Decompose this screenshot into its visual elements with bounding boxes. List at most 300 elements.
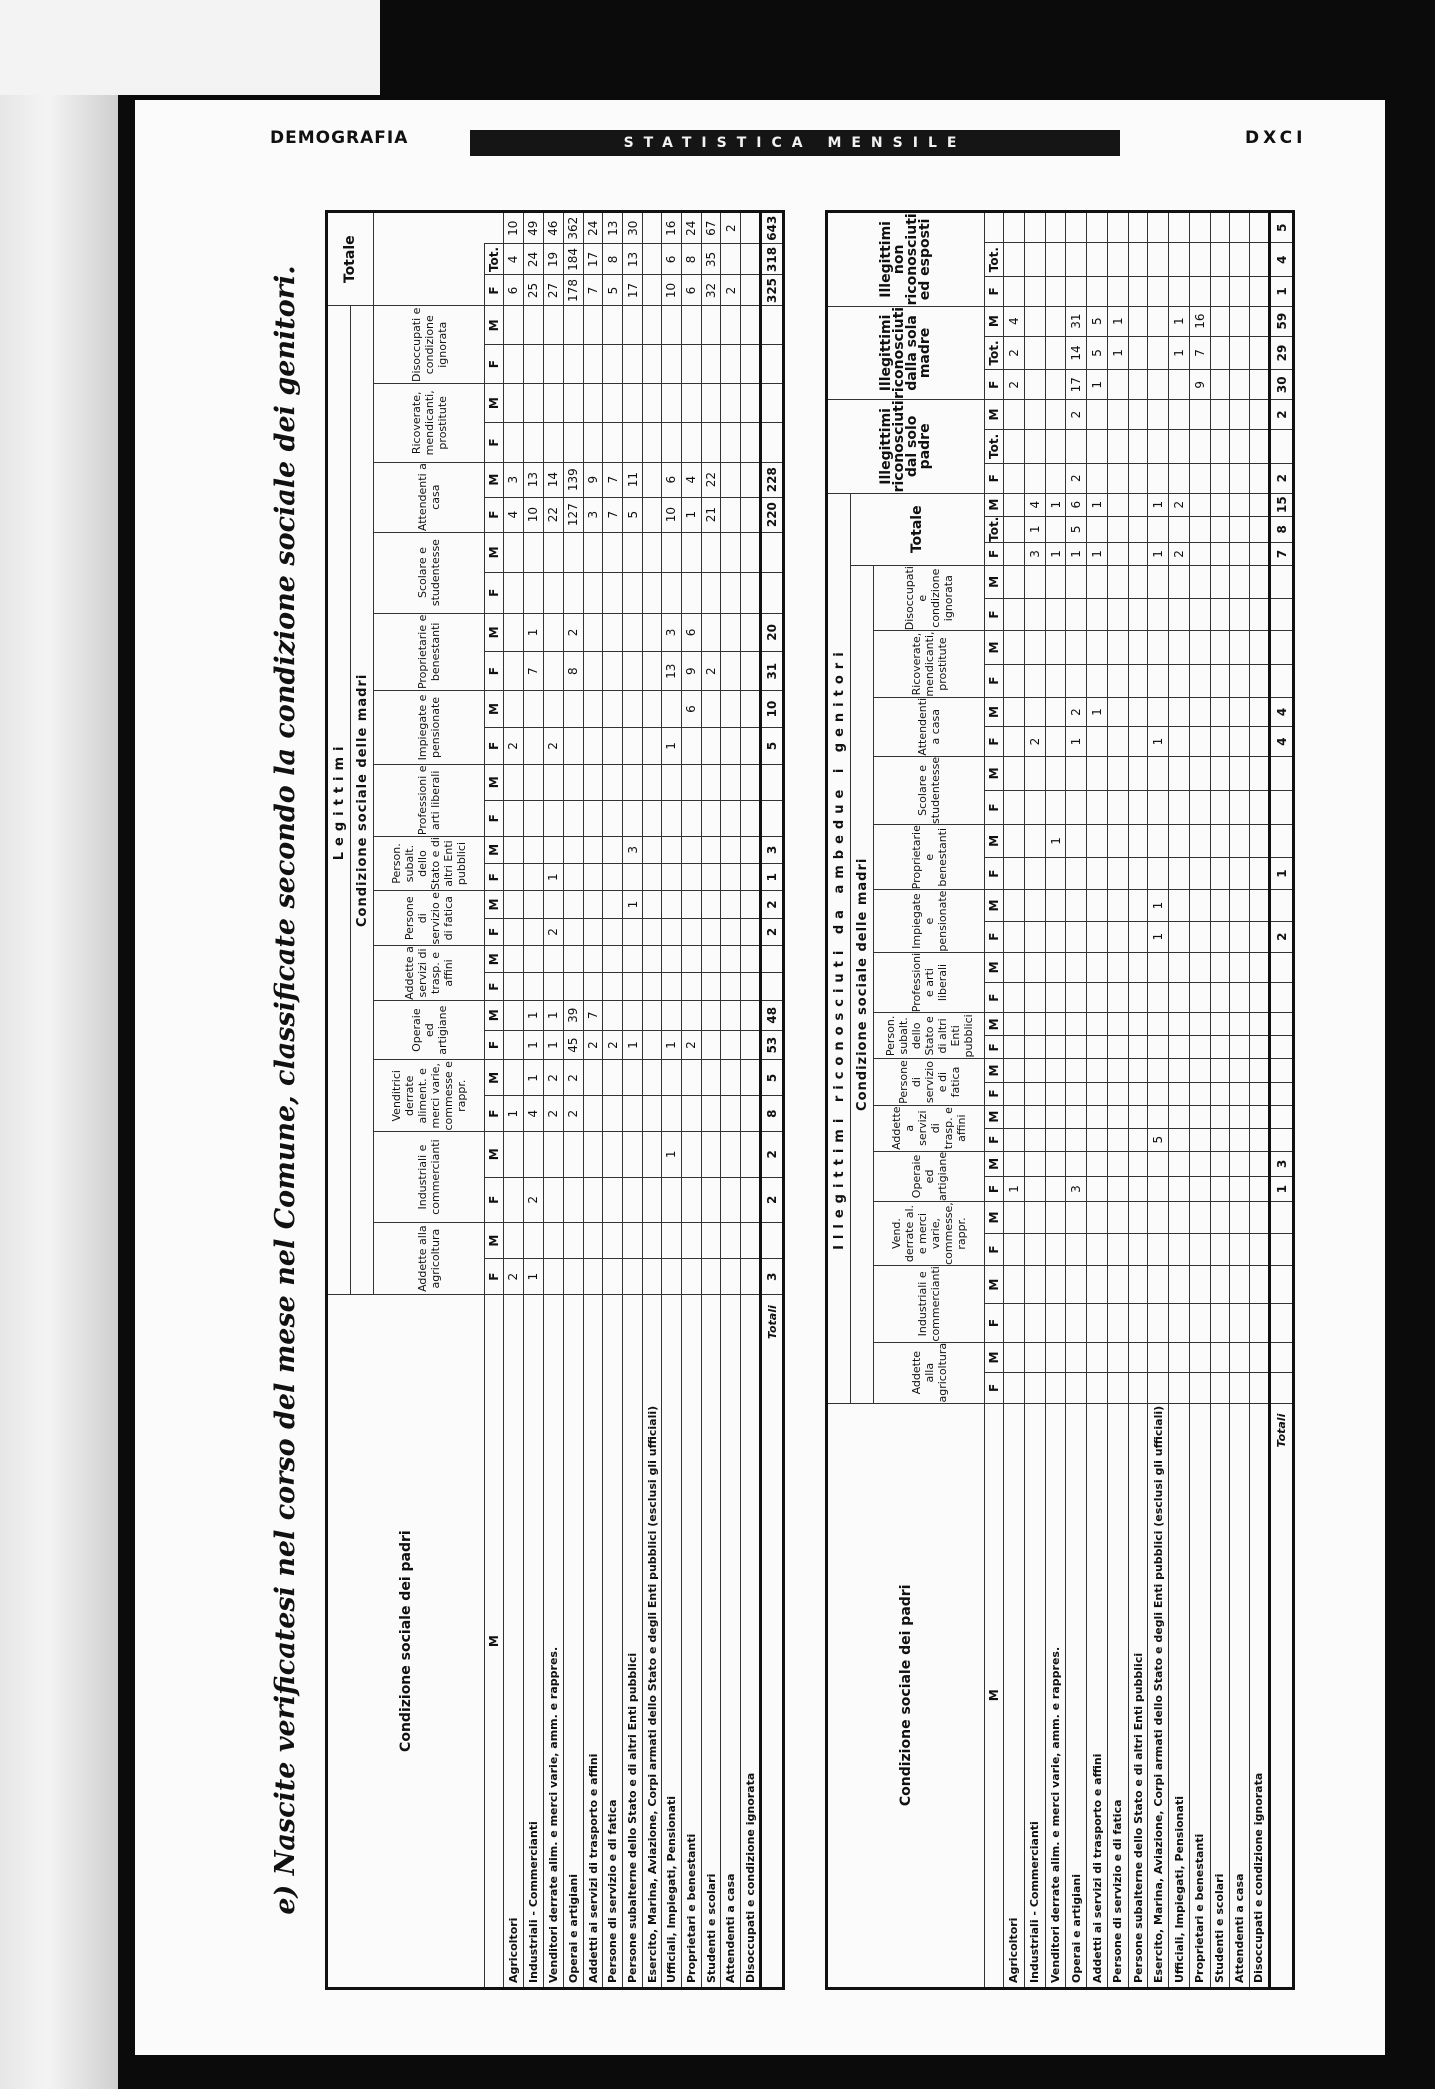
count-cell — [1230, 1176, 1249, 1201]
count-cell: 1 — [1270, 1176, 1294, 1201]
count-cell: 53 — [761, 1030, 784, 1060]
father-condition-label: Proprietari e benestanti — [681, 1295, 701, 1989]
count-cell — [1128, 727, 1147, 757]
sex-column-header: F — [485, 1096, 504, 1132]
count-cell — [603, 1060, 623, 1096]
count-cell — [1148, 1342, 1169, 1372]
count-cell — [603, 345, 623, 384]
count-cell — [701, 423, 721, 462]
count-cell — [1087, 857, 1108, 890]
total-cell: 5 — [1087, 336, 1108, 370]
count-cell — [1249, 664, 1270, 697]
count-cell: 2 — [701, 652, 721, 691]
count-cell — [643, 1223, 662, 1259]
count-cell — [1148, 1105, 1169, 1128]
count-cell — [1087, 1105, 1108, 1128]
count-cell — [1230, 598, 1249, 631]
count-cell — [1249, 565, 1270, 598]
sex-column-header: F — [985, 1036, 1004, 1059]
count-cell: 10 — [523, 497, 543, 532]
count-cell — [1024, 1304, 1045, 1342]
count-cell: 1 — [681, 497, 701, 532]
count-cell — [1045, 1105, 1066, 1128]
count-cell — [741, 891, 761, 918]
table-row — [563, 212, 583, 1989]
count-cell — [661, 973, 681, 1000]
count-cell — [623, 973, 643, 1000]
count-cell: 2 — [543, 1096, 563, 1132]
count-cell — [1249, 1202, 1270, 1234]
count-cell — [603, 1132, 623, 1177]
count-cell — [504, 946, 524, 973]
total-cell — [1210, 463, 1229, 493]
count-cell — [761, 384, 784, 423]
total-cell: 7 — [1270, 542, 1294, 565]
total-cell: 184 — [563, 244, 583, 275]
count-cell — [1148, 1373, 1169, 1403]
count-cell — [1148, 598, 1169, 631]
total-cell: 1 — [1087, 542, 1108, 565]
count-cell — [1108, 697, 1129, 727]
count-cell — [1249, 1105, 1270, 1128]
count-cell — [1189, 1373, 1210, 1403]
total-cell — [1249, 243, 1270, 277]
total-cell — [1004, 400, 1025, 430]
sex-column-header: F — [985, 1304, 1004, 1342]
total-cell — [1108, 493, 1129, 516]
count-cell — [741, 573, 761, 613]
count-cell — [741, 691, 761, 728]
count-cell — [1066, 857, 1087, 890]
sex-column-header: M — [485, 613, 504, 652]
running-head-band: STATISTICA MENSILE — [470, 130, 1120, 156]
count-cell — [523, 306, 543, 345]
count-cell — [563, 306, 583, 345]
count-cell — [1230, 857, 1249, 890]
count-cell — [1249, 727, 1270, 757]
total-cell — [1270, 429, 1294, 463]
count-cell — [1169, 921, 1190, 952]
count-cell — [643, 1177, 662, 1222]
count-cell — [1148, 857, 1169, 890]
table-row — [1230, 212, 1249, 1989]
total-cell: 318 — [761, 244, 784, 275]
table-row — [721, 212, 741, 1989]
table-row — [1148, 212, 1169, 1989]
count-cell — [1230, 1342, 1249, 1372]
count-cell — [1045, 1082, 1066, 1105]
count-cell — [1087, 598, 1108, 631]
total-cell: 1 — [1024, 516, 1045, 542]
count-cell — [603, 727, 623, 764]
count-cell — [1249, 1013, 1270, 1036]
father-condition-label: Persone subalterne dello Stato e di altri Enti pubblici — [1128, 1403, 1147, 1988]
sex-column-header: M — [485, 1223, 504, 1259]
count-cell: 1 — [661, 727, 681, 764]
count-cell — [1210, 1373, 1229, 1403]
table-row — [1249, 212, 1270, 1989]
count-cell — [1128, 697, 1147, 727]
count-cell — [1169, 598, 1190, 631]
count-cell — [623, 345, 643, 384]
total-cell — [1128, 516, 1147, 542]
count-cell — [661, 691, 681, 728]
count-cell — [1004, 1036, 1025, 1059]
count-cell — [504, 836, 524, 863]
total-cell: 5 — [603, 275, 623, 306]
total-cell — [1189, 463, 1210, 493]
count-cell — [1108, 1202, 1129, 1234]
count-cell — [701, 727, 721, 764]
count-cell — [721, 973, 741, 1000]
count-cell — [1270, 1059, 1294, 1082]
sex-column-header: M — [485, 691, 504, 728]
count-cell — [1169, 1234, 1190, 1266]
totals-row — [1270, 212, 1294, 1989]
count-cell — [1087, 983, 1108, 1013]
count-cell — [701, 1060, 721, 1096]
count-cell — [504, 1132, 524, 1177]
total-cell: 6 — [661, 244, 681, 275]
count-cell — [643, 864, 662, 891]
count-cell — [1210, 727, 1229, 757]
count-cell — [741, 946, 761, 973]
total-cell — [1045, 516, 1066, 542]
total-cell — [1230, 336, 1249, 370]
count-cell — [583, 1177, 603, 1222]
father-condition-label: Operai e artigiani — [1066, 1403, 1087, 1988]
count-cell — [1189, 598, 1210, 631]
count-cell — [1189, 1234, 1210, 1266]
count-cell — [523, 918, 543, 945]
count-cell — [661, 1000, 681, 1030]
mother-occupation-header: Persone di servizio e di fatica — [874, 1059, 985, 1105]
count-cell — [721, 946, 741, 973]
total-cell: 1 — [1087, 370, 1108, 400]
count-cell — [1004, 983, 1025, 1013]
total-cell — [1128, 493, 1147, 516]
father-condition-label: Persone di servizio e di fatica — [603, 1295, 623, 1989]
count-cell — [1210, 1128, 1229, 1151]
count-cell — [1210, 1342, 1229, 1372]
count-cell — [1024, 790, 1045, 824]
count-cell — [1189, 697, 1210, 727]
count-cell — [1249, 857, 1270, 890]
count-cell — [721, 764, 741, 800]
total-cell — [1087, 243, 1108, 277]
count-cell — [1087, 631, 1108, 664]
total-cell: 1 — [1066, 542, 1087, 565]
sex-column-header: M — [985, 306, 1004, 336]
total-cell — [1108, 370, 1129, 400]
sex-column-header: M — [985, 493, 1004, 516]
count-cell — [623, 384, 643, 423]
count-cell — [1128, 1151, 1147, 1176]
count-cell — [661, 384, 681, 423]
total-cell — [1230, 429, 1249, 463]
total-cell: 27 — [543, 275, 563, 306]
count-cell — [504, 1060, 524, 1096]
mother-occupation-header: Impiegate e pensionate — [874, 890, 985, 952]
total-cell — [1249, 212, 1270, 243]
count-cell — [543, 345, 563, 384]
count-cell — [1066, 1151, 1087, 1176]
mother-occupation-header: Vend. derrate al. e merci varie, commesse, rappr. — [874, 1202, 985, 1266]
total-cell: 6 — [1066, 493, 1087, 516]
count-cell — [1045, 727, 1066, 757]
count-cell — [1270, 1266, 1294, 1304]
count-cell — [1108, 825, 1129, 858]
total-cell — [1087, 463, 1108, 493]
count-cell — [741, 1000, 761, 1030]
total-cell — [1024, 370, 1045, 400]
count-cell — [643, 532, 662, 572]
count-cell — [603, 1000, 623, 1030]
count-cell — [681, 573, 701, 613]
count-cell: 1 — [661, 1132, 681, 1177]
sex-column-header: M — [485, 1060, 504, 1096]
count-cell — [721, 800, 741, 836]
count-cell — [1004, 664, 1025, 697]
count-cell — [1004, 598, 1025, 631]
sex-column-header: F — [985, 277, 1004, 307]
count-cell — [741, 918, 761, 945]
count-cell — [1210, 952, 1229, 982]
count-cell — [741, 1177, 761, 1222]
count-cell — [643, 1132, 662, 1177]
count-cell — [741, 345, 761, 384]
sex-column-header: M — [985, 825, 1004, 858]
count-cell — [643, 423, 662, 462]
count-cell — [1169, 1202, 1190, 1234]
total-cell: 17 — [583, 244, 603, 275]
count-cell — [523, 423, 543, 462]
count-cell — [563, 918, 583, 945]
count-cell: 1 — [1066, 727, 1087, 757]
count-cell: 48 — [761, 1000, 784, 1030]
count-cell — [1169, 1151, 1190, 1176]
total-cell — [1024, 336, 1045, 370]
count-cell — [661, 891, 681, 918]
count-cell — [1210, 697, 1229, 727]
total-cell — [643, 244, 662, 275]
count-cell — [681, 1096, 701, 1132]
sex-column-header: M — [985, 697, 1004, 727]
mother-condition-header: Condizione sociale delle madri — [351, 306, 374, 1295]
count-cell — [1128, 1266, 1147, 1304]
count-cell — [701, 1177, 721, 1222]
count-cell — [1189, 1105, 1210, 1128]
table-row — [504, 212, 524, 1989]
father-condition-label: Addetti ai servizi di trasporto e affini — [1087, 1403, 1108, 1988]
count-cell — [1230, 825, 1249, 858]
count-cell — [1249, 631, 1270, 664]
count-cell: 2 — [563, 613, 583, 652]
count-cell — [543, 800, 563, 836]
count-cell — [504, 1000, 524, 1030]
count-cell — [523, 973, 543, 1000]
count-cell — [1108, 1234, 1129, 1266]
count-cell — [1066, 921, 1087, 952]
count-cell — [1128, 1036, 1147, 1059]
count-cell — [1169, 825, 1190, 858]
sex-column-header: M — [485, 384, 504, 423]
count-cell — [583, 423, 603, 462]
total-cell: 8 — [1270, 516, 1294, 542]
count-cell — [603, 573, 623, 613]
count-cell — [623, 1000, 643, 1030]
count-cell — [761, 1223, 784, 1259]
count-cell — [1148, 983, 1169, 1013]
count-cell — [1045, 664, 1066, 697]
father-condition-label: Studenti e scolari — [701, 1295, 721, 1989]
count-cell — [1128, 857, 1147, 890]
mother-occupation-header: Ricoverate, mendicanti, prostitute — [374, 384, 485, 463]
total-cell — [1066, 212, 1087, 243]
mother-occupation-header: Industriali e commercianti — [874, 1266, 985, 1343]
total-cell — [1249, 306, 1270, 336]
count-cell — [1189, 857, 1210, 890]
count-cell — [1249, 1342, 1270, 1372]
count-cell — [661, 532, 681, 572]
father-condition-label: Industriali - Commercianti — [523, 1295, 543, 1989]
count-cell — [1169, 1059, 1190, 1082]
count-cell — [543, 1223, 563, 1259]
count-cell — [1249, 1266, 1270, 1304]
count-cell — [681, 1177, 701, 1222]
count-cell — [1169, 565, 1190, 598]
count-cell — [1066, 756, 1087, 790]
count-cell — [721, 573, 741, 613]
count-cell — [721, 497, 741, 532]
count-cell — [523, 800, 543, 836]
count-cell — [701, 613, 721, 652]
count-cell — [661, 1223, 681, 1259]
count-cell: 1 — [623, 891, 643, 918]
sex-column-header: M — [985, 1202, 1004, 1234]
father-condition-label: Disoccupati e condizione ignorata — [741, 1295, 761, 1989]
total-cell: 7 — [1189, 336, 1210, 370]
count-cell — [1066, 1059, 1087, 1082]
count-cell — [1024, 1059, 1045, 1082]
total-cell — [1128, 542, 1147, 565]
count-cell — [1189, 921, 1210, 952]
count-cell — [1270, 664, 1294, 697]
count-cell — [523, 891, 543, 918]
count-cell — [603, 423, 623, 462]
count-cell — [1066, 1202, 1087, 1234]
count-cell — [1128, 1342, 1147, 1372]
count-cell — [741, 652, 761, 691]
sex-column-header: F — [485, 573, 504, 613]
table-row — [1189, 212, 1210, 1989]
count-cell: 4 — [1270, 697, 1294, 727]
total-cell — [1108, 542, 1129, 565]
count-cell — [1189, 1304, 1210, 1342]
count-cell — [741, 613, 761, 652]
count-cell — [1169, 1342, 1190, 1372]
count-cell — [721, 1000, 741, 1030]
count-cell — [701, 864, 721, 891]
count-cell — [1004, 727, 1025, 757]
count-cell — [1024, 983, 1045, 1013]
count-cell — [1270, 756, 1294, 790]
sex-column-header: M — [985, 890, 1004, 921]
count-cell — [1189, 952, 1210, 982]
mother-occupation-header: Person. subalt. dello Stato e di altri Enti pubblici — [374, 836, 485, 891]
count-cell — [504, 423, 524, 462]
count-cell: 3 — [761, 1259, 784, 1295]
count-cell — [1087, 825, 1108, 858]
count-cell — [1210, 857, 1229, 890]
page-number: DXCI — [1245, 128, 1307, 148]
count-cell — [643, 1096, 662, 1132]
count-cell — [1128, 565, 1147, 598]
only-father-header: Illegittimi riconosciuti dal solo padre — [827, 400, 985, 493]
count-cell — [623, 1096, 643, 1132]
count-cell: 7 — [603, 497, 623, 532]
count-cell — [721, 306, 741, 345]
father-condition-label: Agricoltori — [1004, 1403, 1025, 1988]
count-cell — [543, 891, 563, 918]
count-cell — [504, 652, 524, 691]
count-cell: 1 — [1148, 727, 1169, 757]
count-cell — [623, 423, 643, 462]
count-cell — [1189, 727, 1210, 757]
sex-column-header: F — [985, 921, 1004, 952]
father-condition-label: Industriali - Commercianti — [1024, 1403, 1045, 1988]
count-cell — [1169, 983, 1190, 1013]
total-cell — [1004, 542, 1025, 565]
count-cell: 2 — [563, 1096, 583, 1132]
mother-occupation-header: Professioni e arti liberali — [374, 764, 485, 836]
count-cell — [1148, 664, 1169, 697]
count-cell — [504, 918, 524, 945]
count-cell: 6 — [681, 691, 701, 728]
count-cell: 2 — [761, 1132, 784, 1177]
count-cell: 2 — [681, 1030, 701, 1060]
father-condition-label: Attendenti a casa — [1230, 1403, 1249, 1988]
total-cell — [741, 244, 761, 275]
count-cell: 9 — [681, 652, 701, 691]
sex-column-header: F — [985, 664, 1004, 697]
count-cell: 10 — [661, 497, 681, 532]
table-row — [1004, 212, 1025, 1989]
table-row — [1087, 212, 1108, 1989]
count-cell: 1 — [661, 1030, 681, 1060]
total-cell: 5 — [1066, 516, 1087, 542]
total-cell — [1128, 370, 1147, 400]
count-cell — [1249, 1128, 1270, 1151]
sex-column-header: M — [985, 400, 1004, 430]
count-cell — [1148, 1013, 1169, 1036]
count-cell — [504, 973, 524, 1000]
father-condition-label: Venditori derrate alim. e merci varie, amm. e rappres. — [1045, 1403, 1066, 1988]
count-cell — [681, 384, 701, 423]
count-cell — [1045, 921, 1066, 952]
count-cell — [1148, 1304, 1169, 1342]
total-cell — [1210, 306, 1229, 336]
count-cell — [1108, 756, 1129, 790]
count-cell — [1045, 1234, 1066, 1266]
total-cell — [1249, 400, 1270, 430]
total-cell — [1169, 400, 1190, 430]
count-cell — [1249, 890, 1270, 921]
legitimate-births-table-wrap — [325, 210, 785, 1990]
total-cell: 10 — [504, 212, 524, 244]
count-cell — [1148, 1202, 1169, 1234]
count-cell — [504, 1177, 524, 1222]
